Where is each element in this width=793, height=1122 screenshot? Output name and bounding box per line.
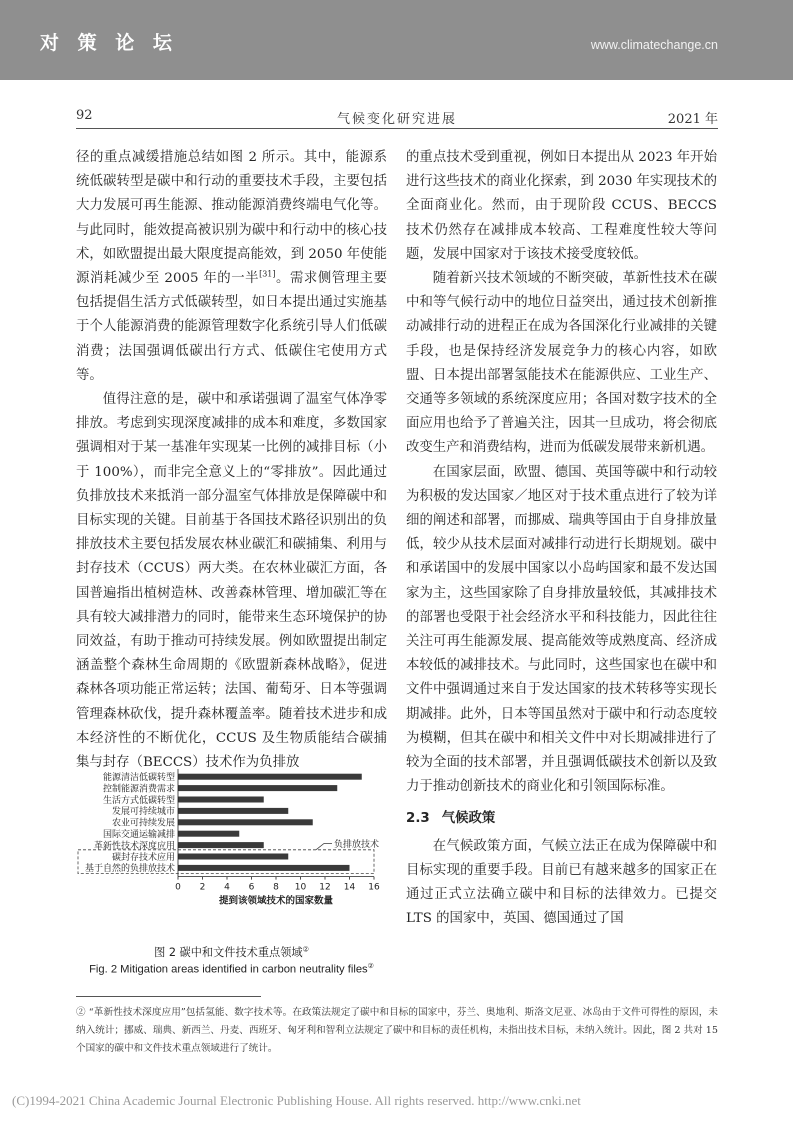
x-tick-label: 16: [368, 882, 380, 893]
x-tick-label: 0: [175, 882, 181, 893]
bar: [178, 865, 350, 871]
x-axis-label: 提到该领域技术的国家数量: [218, 895, 334, 907]
right-column: [406, 146, 717, 932]
bar-chart: [76, 766, 387, 941]
bar: [178, 797, 264, 803]
website-url[interactable]: www.climatechange.cn: [590, 38, 718, 52]
annotation-label: 负排放技术: [334, 839, 380, 850]
category-label: 基于自然的负排放技术: [84, 864, 175, 875]
footnote: ② “革新性技术深度应用”包括氢能、数字技术等。在政策法规定了碳中和目标的国家中，芬兰、奥地利、斯洛文尼亚、冰岛由于文件可得性的原因，未纳入统计；挪威、瑞典、新西兰、丹麦、西班牙、匈牙利和智利立法规定了碳中和目标的责任机构，未指出技术目标，未纳入统计。因此，图 2 共对 15 个国家的碳中和文件技术重点领域进行了统计。: [76, 1007, 718, 1054]
x-tick-label: 6: [248, 882, 255, 893]
journal-title: 气候变化研究进展: [336, 112, 457, 127]
x-tick-label: 12: [319, 882, 331, 893]
citation: [31]: [259, 269, 276, 279]
section-title: 气候政策: [441, 811, 496, 827]
annotation-leader: [316, 843, 324, 849]
header-rule: [76, 128, 718, 129]
bar: [178, 854, 288, 860]
publication-year: 2021 年: [667, 112, 718, 127]
footnote-rule: [76, 996, 261, 997]
figure-2: [76, 766, 387, 966]
paragraph: 值得注意的是，碳中和承诺强调了温室气体净零排放。考虑到实现深度减排的成本和难度，多数国家强调相对于某一基准年实现某一比例的减排目标（小于 100%），而非完全意义上的“零排放”。因此通过负排放技术来抵消一部分温室气体排放是保障碳中和目标实现的关键。目前基于各国技术路径识别出的负排放技术主要包括发展农林业碳汇和碳捕集、利用与封存技术（CCUS）两大类。在农林业碳汇方面，各国普遍指出植树造林、改善森林管理、增加碳汇等在具有较大减排潜力的同时，能带来生态环境保护的协同效益，有助于推动可持续发展。例如欧盟提出制定涵盖整个森林生命周期的《欧盟新森林战略》，促进森林各项功能正常运转；法国、葡萄牙、日本等强调管理森林砍伐，提升森林覆盖率。随着技术进步和成本经济性的不断优化，CCUS 及生物质能结合碳捕集与封存（BECCS）技术作为负排放: [76, 392, 387, 771]
left-column: [76, 146, 387, 775]
category-label: 能源清洁低碳转型: [102, 773, 175, 783]
category-label: 控制能源消费需求: [102, 784, 175, 795]
running-header: [76, 108, 718, 126]
section-heading: [406, 807, 717, 831]
bar: [178, 808, 288, 814]
x-tick-label: 4: [224, 882, 230, 893]
paragraph: 随着新兴技术领域的不断突破，革新性技术在碳中和等气候行动中的地位日益突出，通过技术创新推动减排行动的进程正在成为各国深化行业减排的关键手段，也是保持经济发展竞争力的核心内容，如欧盟、日本提出部署氢能技术在能源供应、工业生产、交通等多领域的系统深度应用；各国对数字技术的全面应用也给予了普遍关注，因其一旦成功，将会彻底改变生产和消费结构，进而为低碳发展带来新机遇。: [406, 271, 717, 456]
category-label: 发展可持续城市: [111, 807, 175, 818]
paragraph: 径的重点减缓措施总结如图 2 所示。其中，能源系统低碳转型是碳中和行动的重要技术手段，主要包括大力发展可再生能源、推动能源消费终端电气化等。与此同时，能效提高被识别为碳中和行动中的核心技术，如欧盟提出最大限度提高能效，到 2050 年使能源消耗减少至 2005 年的一半[31]。需求侧管理主要包括提倡生活方式低碳转型，如日本提出通过实施基于个人能源消费的能源管理数字化系统引导人们低碳消费；法国强调低碳出行方式、低碳住宅使用方式等。: [76, 150, 388, 383]
page-number: 92: [76, 108, 93, 123]
category-label: 碳封存技术应用: [111, 852, 175, 863]
bar: [178, 819, 313, 825]
figure-caption-cn: 图 2 碳中和文件技术重点领域②: [154, 945, 309, 959]
x-tick-label: 8: [273, 882, 279, 893]
category-label: 农业可持续发展: [111, 818, 175, 829]
bar: [178, 785, 337, 791]
column-title: 对 策 论 坛: [40, 32, 178, 54]
category-label: 革新性技术深度应用: [93, 841, 175, 852]
x-tick-label: 2: [199, 882, 206, 893]
x-tick-label: 10: [294, 882, 307, 893]
category-label: 生活方式低碳转型: [102, 795, 175, 806]
bar: [178, 842, 264, 848]
bar: [178, 774, 362, 780]
copyright-notice: (C)1994-2021 China Academic Journal Electronic Publishing House. All rights reserved. http://www.cnki.net: [12, 1093, 581, 1108]
paragraph: 在气候政策方面，气候立法正在成为保障碳中和目标实现的重要手段。目前已有越来越多的国家正在通过正式立法确立碳中和目标的法律效力。已提交 LTS 的国家中，英国、德国通过了国: [406, 838, 717, 927]
section-number: 2.3: [406, 811, 430, 827]
paragraph: 在国家层面，欧盟、德国、英国等碳中和行动较为积极的发达国家／地区对于技术重点进行了较为详细的阐述和部署，而挪威、瑞典等国由于自身排放量低，较少从技术层面对减排行动进行长期规划。碳中和承诺国中的发展中国家以小岛屿国家和最不发达国家为主，这些国家除了自身排放量较低，其减排技术的部署也受限于社会经济水平和科技能力，因此往往关注可再生能源发展、提高能效等成熟度高、经济成本较低的减排技术。与此同时，这些国家也在碳中和文件中强调通过来自于发达国家的技术转移等实现长期减排。此外，日本等国虽然对于碳中和行动态度较为模糊，但其在碳中和相关文件中对长期减排进行了较为全面的技术部署，并且强调低碳技术创新以及致力于推动创新技术的商业化和引领国际标准。: [406, 464, 717, 795]
paragraph: 的重点技术受到重视，例如日本提出从 2023 年开始进行这些技术的商业化探索，到 2030 年实现技术的全面商业化。然而，由于现阶段 CCUS、BECCS 技术仍然存在减排成本较高、工程难度性较大等问题，发展中国家对于该技术接受度较低。: [406, 150, 717, 262]
category-label: 国际交通运输减排: [102, 830, 175, 840]
bar: [178, 831, 239, 837]
x-tick-label: 14: [343, 882, 356, 893]
header-banner: [0, 0, 793, 80]
figure-caption-en: Fig. 2 Mitigation areas identified in carbon neutrality files②: [89, 963, 374, 976]
